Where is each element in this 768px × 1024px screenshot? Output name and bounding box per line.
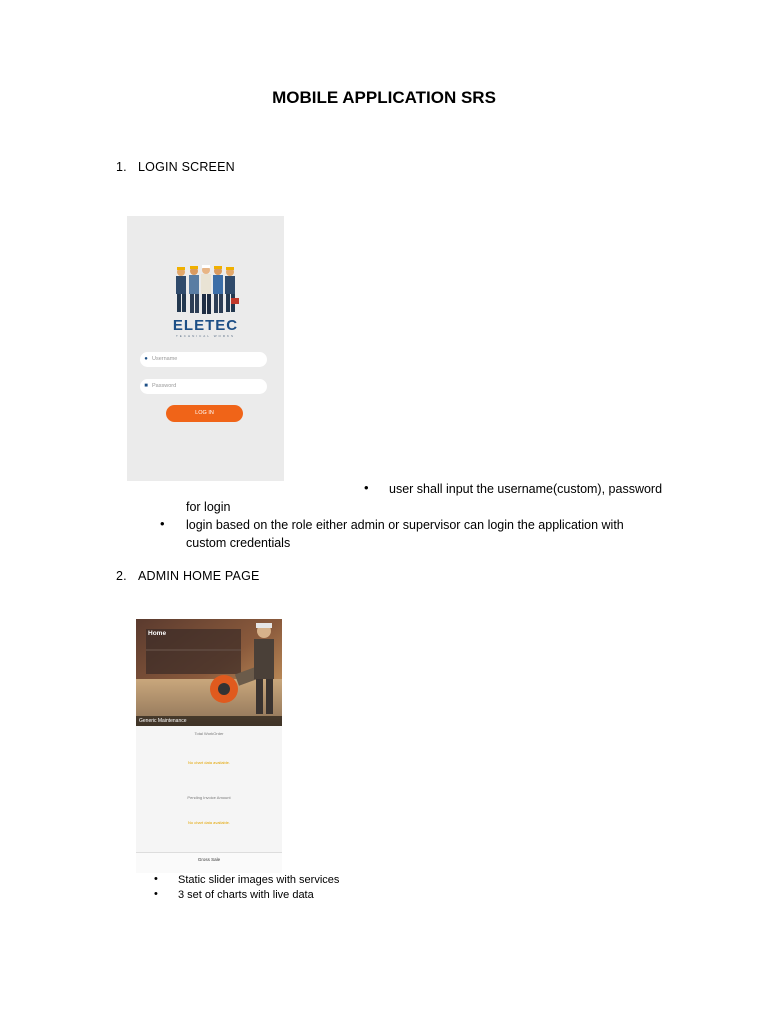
bullet-text: 3 set of charts with live data [178,889,314,901]
username-input[interactable] [140,352,267,367]
section-heading-admin-home [116,569,260,583]
section-title: ADMIN HOME PAGE [138,569,260,583]
username-placeholder: Username [152,356,178,362]
chart-tab-gross-sale[interactable]: Gross Sale [136,852,282,873]
bullet-icon: • [160,516,165,531]
slider-caption: Generic Maintenance [136,716,282,726]
bullet-icon: • [364,480,369,495]
bullet-text: login based on the role either admin or supervisor can login the application with custom credentials [186,518,624,550]
lock-icon: ■ [144,383,148,389]
document-title: MOBILE APPLICATION SRS [272,88,496,107]
section-title: LOGIN SCREEN [138,160,235,174]
section-number: 2. [116,569,127,583]
password-input[interactable] [140,379,267,394]
chart-empty-message: No chart data available. [187,760,231,765]
user-icon: ● [144,356,148,362]
chart-empty-message: No chart data available. [187,820,231,825]
workers-illustration-icon [173,264,239,316]
password-placeholder: Password [152,383,177,389]
section-number: 1. [116,160,127,174]
chart-title: Pending Invoice Amount [187,795,231,800]
bullet-text: Static slider images with services [178,874,340,886]
login-screen-mockup [127,216,284,481]
screen-header-title: Home [148,630,167,637]
bullet-text-continuation: for login [186,500,231,514]
chart-title: Total WorkOrder [194,731,224,736]
login-button[interactable]: LOG IN [166,405,243,422]
admin-home-mockup [136,619,282,873]
bullet-icon: • [154,873,158,885]
bullet-icon: • [154,888,158,900]
bullet-text: user shall input the username(custom), password [389,482,663,496]
brand-tagline: TECHNICAL WORKS [175,334,236,338]
section-heading-login [116,160,235,174]
brand-logo: ELETEC [172,317,239,334]
